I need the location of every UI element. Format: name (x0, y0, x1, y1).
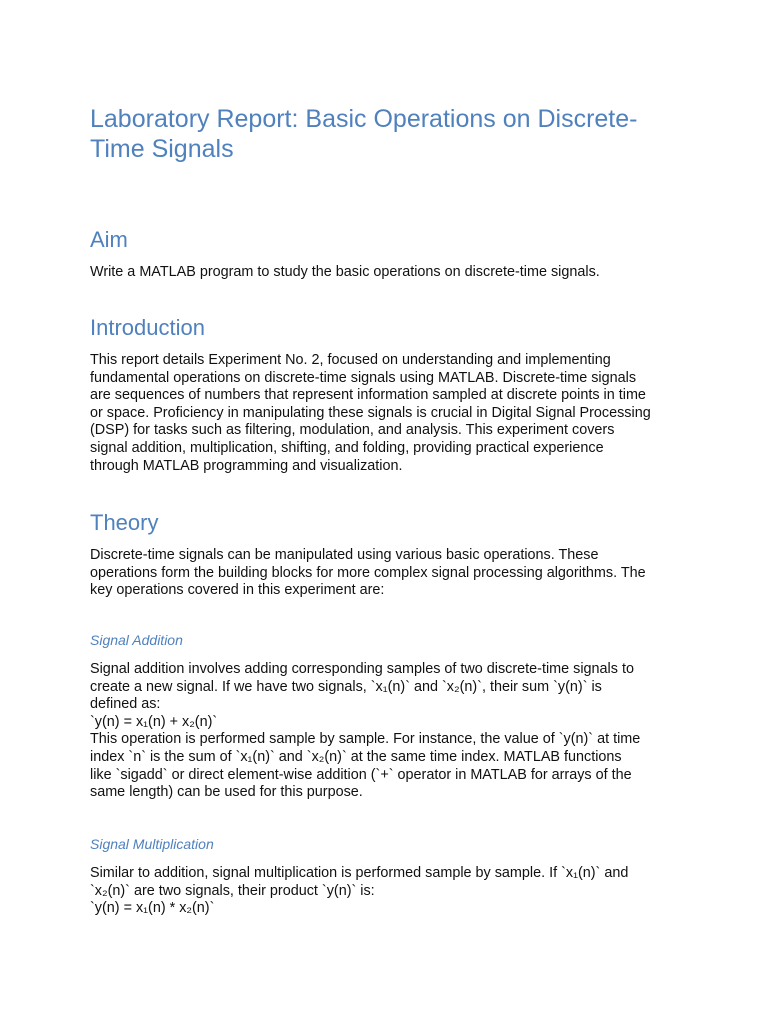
introduction-paragraph (90, 352, 682, 475)
signal-multiplication-formula: `y(n) = x₁(n) * x₂(n)` (90, 900, 215, 917)
signal-addition-line: like `sigadd` or direct element-wise addition (`+` operator in MATLAB for arrays of the (90, 766, 632, 783)
signal-addition-line: defined as: (90, 696, 161, 713)
signal-multiplication-paragraph (90, 865, 682, 918)
theory-heading: Theory (90, 510, 159, 535)
signal-multiplication-line: `x₂(n)` are two signals, their product `y(n)` is: (90, 882, 375, 899)
signal-multiplication-heading: Signal Multiplication (90, 836, 214, 852)
signal-addition-line: This operation is performed sample by sample. For instance, the value of `y(n)` at time (90, 731, 641, 748)
introduction-line: are sequences of numbers that represent information sampled at discrete points in time (90, 387, 646, 404)
theory-line: key operations covered in this experiment are: (90, 582, 385, 599)
signal-addition-line: Signal addition involves adding corresponding samples of two discrete-time signals to (90, 661, 634, 677)
signal-addition-line: index `n` is the sum of `x₁(n)` and `x₂(n)` at the same time index. MATLAB functions (90, 748, 622, 765)
introduction-line: This report details Experiment No. 2, focused on understanding and implementing (90, 352, 611, 368)
aim-text: Write a MATLAB program to study the basic operations on discrete-time signals. (90, 264, 600, 280)
theory-line: operations form the building blocks for more complex signal processing algorithms. The (90, 564, 646, 581)
introduction-line: signal addition, multiplication, shifting, and folding, providing practical experience (90, 439, 604, 456)
signal-addition-line: create a new signal. If we have two signals, `x₁(n)` and `x₂(n)`, their sum `y(n)` is (90, 678, 602, 695)
signal-addition-paragraph (90, 661, 682, 802)
signal-addition-formula: `y(n) = x₁(n) + x₂(n)` (90, 713, 218, 730)
signal-addition-line: same length) can be used for this purpose. (90, 784, 363, 801)
theory-line: Discrete-time signals can be manipulated using various basic operations. These (90, 547, 599, 563)
introduction-line: (DSP) for tasks such as filtering, modulation, and analysis. This experiment covers (90, 422, 615, 439)
signal-multiplication-line: Similar to addition, signal multiplication is performed sample by sample. If `x₁(n)` and (90, 865, 629, 881)
introduction-line: through MATLAB programming and visualization. (90, 457, 403, 474)
signal-addition-heading: Signal Addition (90, 632, 183, 648)
introduction-line: fundamental operations on discrete-time signals using MATLAB. Discrete-time signals (90, 369, 637, 386)
aim-heading: Aim (90, 227, 128, 252)
theory-paragraph (90, 547, 682, 600)
introduction-heading: Introduction (90, 315, 205, 340)
introduction-line: or space. Proficiency in manipulating these signals is crucial in Digital Signal Processing (90, 404, 651, 421)
report-title: Laboratory Report: Basic Operations on Discrete-Time Signals (90, 105, 638, 163)
